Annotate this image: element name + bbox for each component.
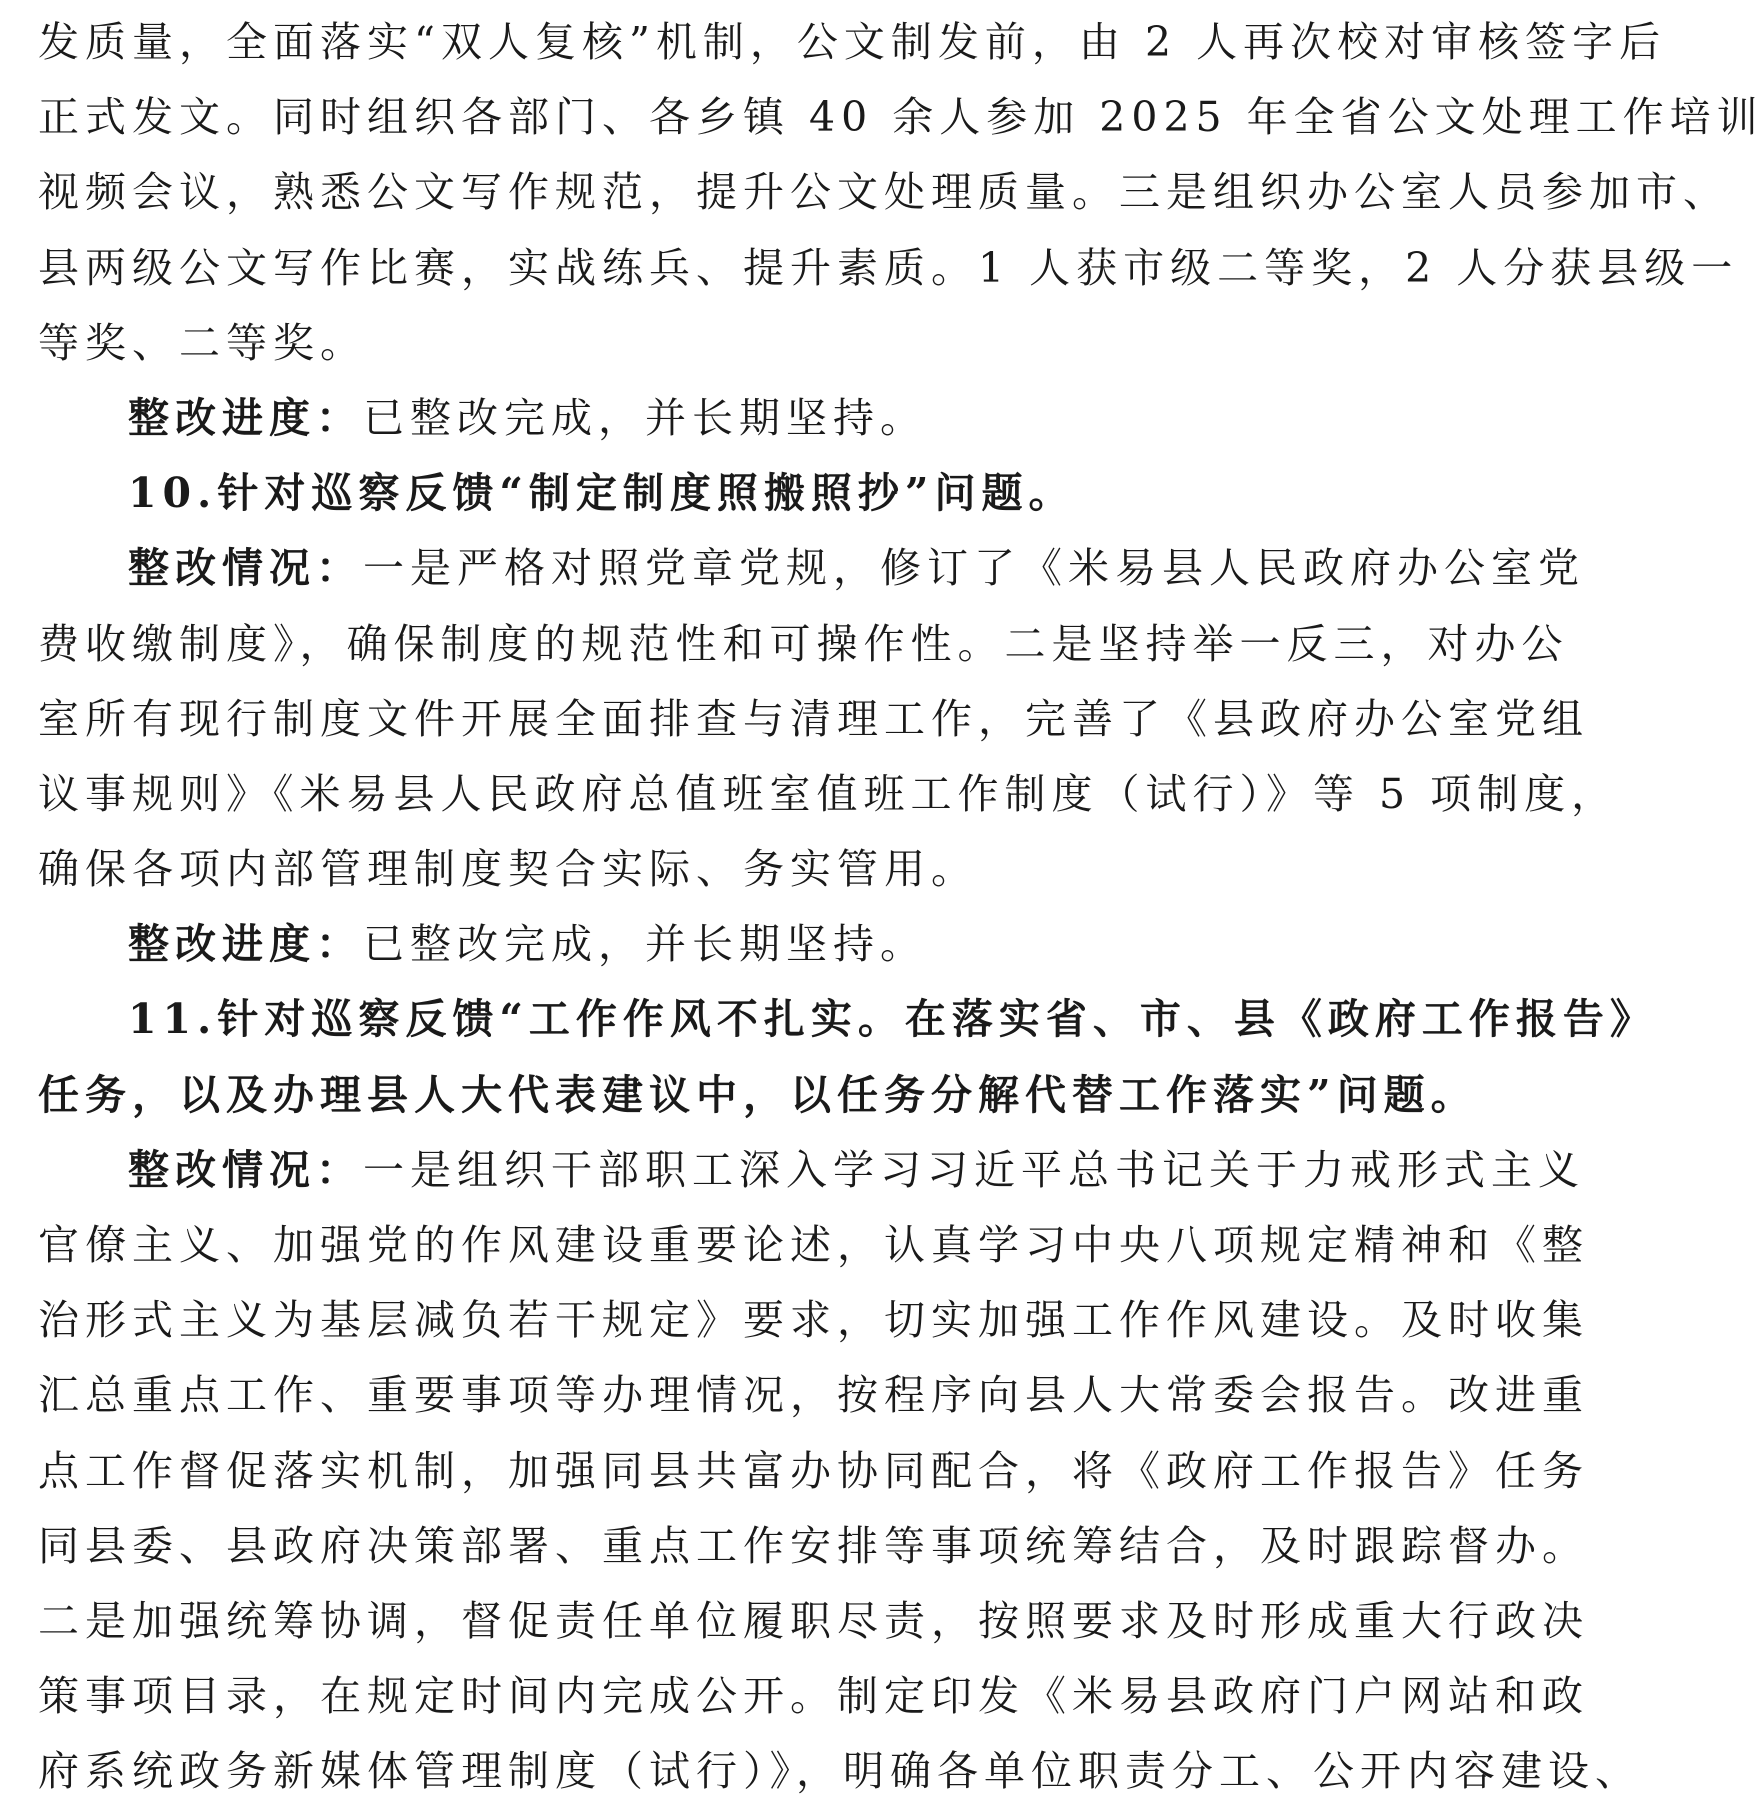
- paragraph-intro: [38, 5, 1764, 381]
- status-text: 一是组织干部职工深入学习习近平总书记关于力戒形式主义: [363, 1145, 1585, 1194]
- text-line: 府系统政务新媒体管理制度（试行）》，明确各单位职责分工、公开内容建设、: [38, 1747, 1642, 1796]
- text-line: 策事项目录，在规定时间内完成公开。制定印发《米易县政府门户网站和政: [38, 1672, 1589, 1721]
- status-label: 整改情况：: [128, 1145, 363, 1194]
- progress-label: 整改进度：: [128, 393, 363, 442]
- progress-text: 已整改完成，并长期坚持。: [363, 920, 927, 969]
- text-line: 县两级公文写作比赛，实战练兵、提升素质。1 人获市级二等奖，2 人分获县级一: [38, 243, 1739, 292]
- text-line: 正式发文。同时组织各部门、各乡镇 40 余人参加 2025 年全省公文处理工作培训: [38, 93, 1764, 142]
- text-line: 同县委、县政府决策部署、重点工作安排等事项统筹结合，及时跟踪督办。: [38, 1521, 1589, 1570]
- progress-paragraph-1: [38, 381, 1538, 456]
- status-label: 整改情况：: [128, 544, 363, 593]
- progress-paragraph-2: [38, 907, 1538, 982]
- text-line: 汇总重点工作、重要事项等办理情况，按程序向县人大常委会报告。改进重: [38, 1371, 1589, 1420]
- item-11-status-line: [38, 1133, 1585, 1208]
- status-text: 一是严格对照党章党规，修订了《米易县人民政府办公室党: [363, 544, 1585, 593]
- text-line: 发质量，全面落实“双人复核”机制，公文制发前，由 2 人再次校对审核签字后: [38, 18, 1667, 66]
- text-line: 官僚主义、加强党的作风建设重要论述，认真学习中央八项规定精神和《整: [38, 1221, 1589, 1269]
- progress-line: [38, 907, 1538, 982]
- text-line: 议事规则》《米易县人民政府总值班室值班工作制度（试行）》等 5 项制度，: [38, 769, 1619, 818]
- text-line: 治形式主义为基层减负若干规定》要求，切实加强工作作风建设。及时收集: [38, 1296, 1589, 1345]
- item-10-status-line: [38, 531, 1585, 606]
- progress-text: 已整改完成，并长期坚持。: [363, 393, 927, 442]
- text-line: 确保各项内部管理制度契合实际、务实管用。: [38, 845, 978, 894]
- text-line: 点工作督促落实机制，加强同县共富办协同配合，将《政府工作报告》任务: [38, 1446, 1589, 1495]
- text-line: 费收缴制度》，确保制度的规范性和可操作性。二是坚持举一反三，对办公: [38, 619, 1569, 668]
- progress-line: [38, 381, 1538, 456]
- item-11: [38, 982, 1657, 1809]
- item-10: [38, 456, 1619, 907]
- text-line: 室所有现行制度文件开展全面排查与清理工作，完善了《县政府办公室党组: [38, 694, 1589, 743]
- item-10-heading: 10.针对巡察反馈“制定制度照搬照抄”问题。: [128, 469, 1076, 518]
- text-line: 视频会议，熟悉公文写作规范，提升公文处理质量。三是组织办公室人员参加市、: [38, 168, 1730, 217]
- document-page: [38, 0, 1764, 1799]
- item-11-heading: 11.针对巡察反馈“工作作风不扎实。在落实省、市、县《政府工作报告》: [128, 995, 1657, 1044]
- text-line: 等奖、二等奖。: [38, 318, 367, 367]
- text-line: 二是加强统筹协调，督促责任单位履职尽责，按照要求及时形成重大行政决: [38, 1596, 1589, 1645]
- item-11-heading: 任务，以及办理县人大代表建议中，以任务分解代替工作落实”问题。: [38, 1070, 1478, 1119]
- progress-label: 整改进度：: [128, 920, 363, 969]
